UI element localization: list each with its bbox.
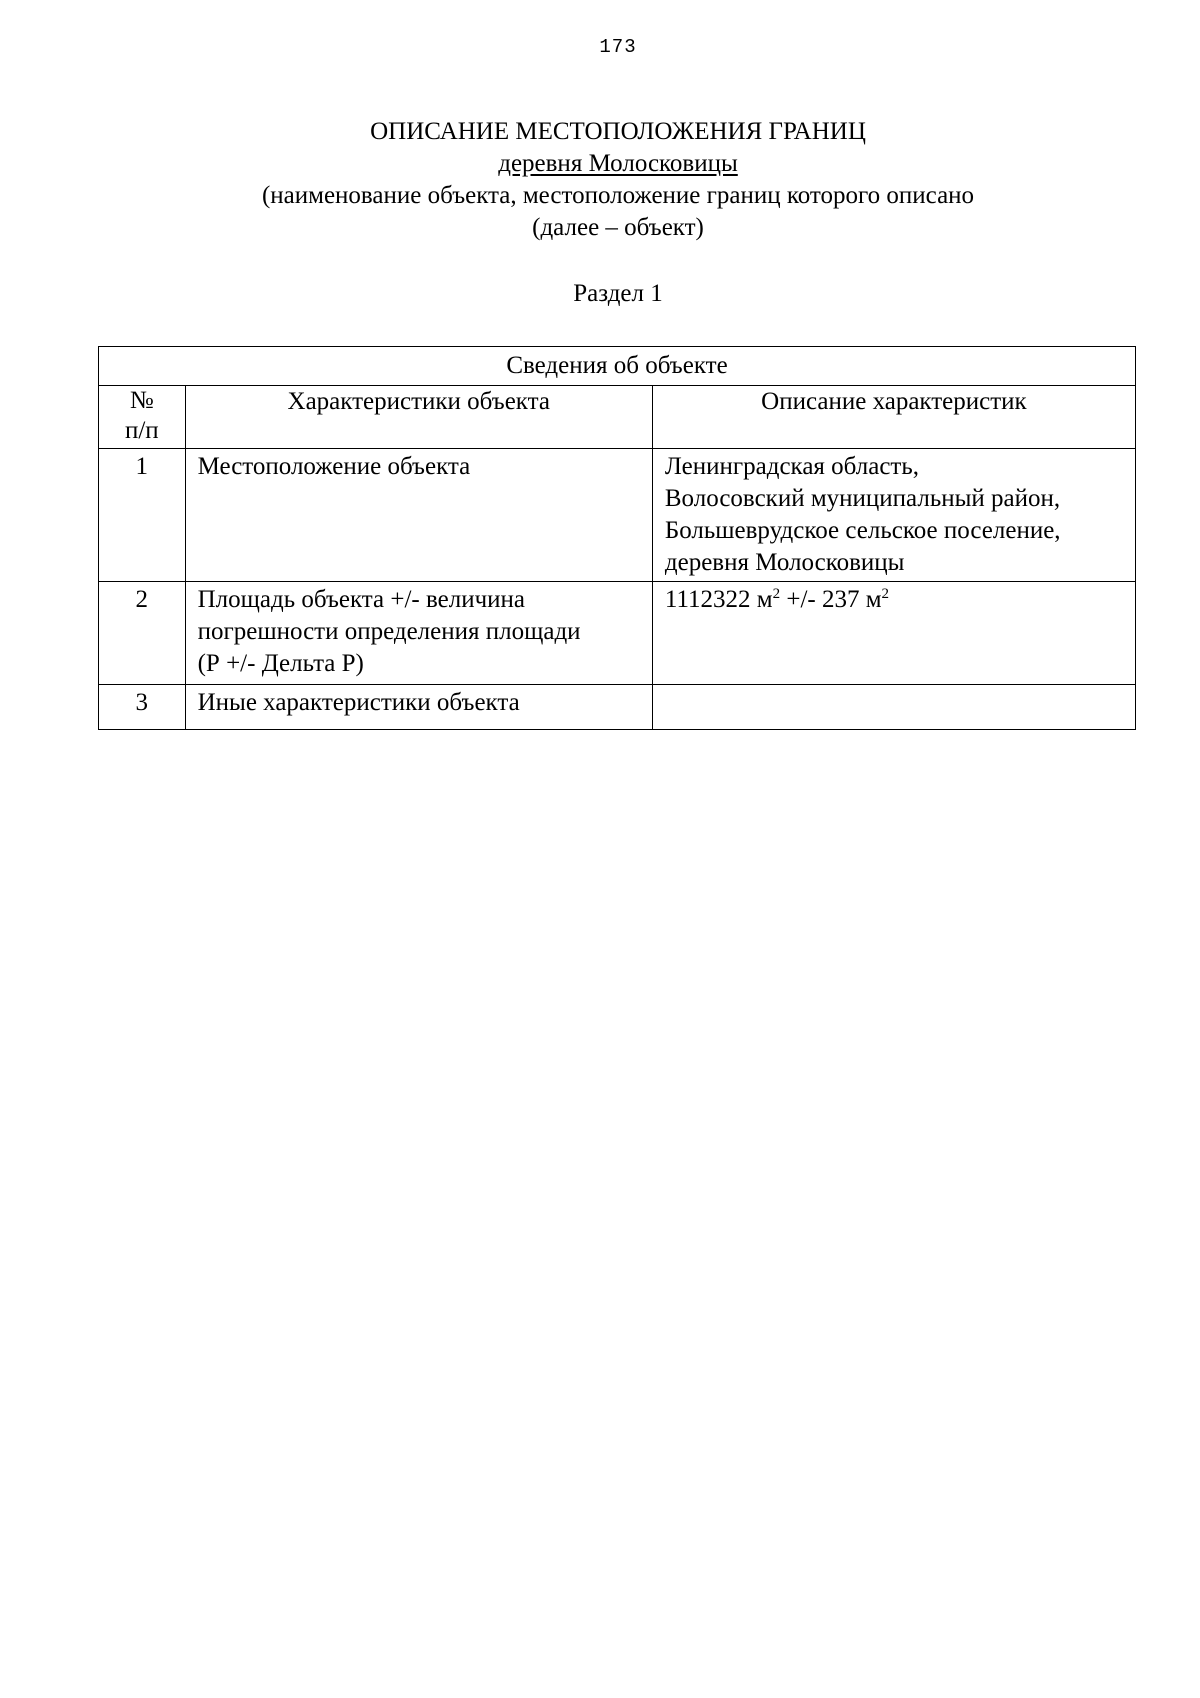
- description-line: Волосовский муниципальный район,: [664, 485, 1061, 512]
- table-caption-row: [99, 347, 1136, 386]
- row-characteristic: [185, 582, 652, 685]
- characteristic-line: погрешности определения площади: [197, 618, 581, 645]
- row-description: [652, 685, 1135, 730]
- area-tolerance-sup: 2: [881, 586, 890, 602]
- description-line: деревня Молосковицы: [664, 549, 905, 576]
- area-value: 1112322 м: [664, 586, 773, 613]
- table-row: [99, 685, 1136, 730]
- row-num: 2: [99, 582, 186, 685]
- object-note-line2: (далее – объект): [532, 214, 704, 241]
- object-info-table: [98, 346, 1136, 730]
- header-num: [99, 386, 186, 449]
- characteristic-line: Площадь объекта +/- величина: [197, 586, 526, 613]
- area-tolerance: +/- 237 м: [780, 586, 882, 613]
- section-label: Раздел 1: [573, 280, 663, 307]
- table-header-row: [99, 386, 1136, 449]
- document-header: [0, 116, 1200, 244]
- page-number: 173: [599, 36, 637, 58]
- description-line: Большеврудское сельское поселение,: [664, 517, 1061, 544]
- header-characteristic: Характеристики объекта: [185, 386, 652, 449]
- document-title: ОПИСАНИЕ МЕСТОПОЛОЖЕНИЯ ГРАНИЦ: [370, 118, 866, 145]
- row-description: [652, 582, 1135, 685]
- table-caption: Сведения об объекте: [99, 347, 1136, 386]
- description-line: Ленинградская область,: [664, 453, 920, 480]
- header-num-line1: №: [129, 387, 154, 414]
- table-row: [99, 582, 1136, 685]
- row-num: 3: [99, 685, 186, 730]
- row-characteristic: Местоположение объекта: [185, 449, 652, 582]
- header-description: Описание характеристик: [652, 386, 1135, 449]
- object-note-line1: (наименование объекта, местоположение границ которого описано: [261, 182, 975, 209]
- characteristic-line: (Р +/- Дельта Р): [197, 650, 364, 677]
- table-row: [99, 449, 1136, 582]
- area-unit-sup: 2: [772, 586, 781, 602]
- row-characteristic: Иные характеристики объекта: [185, 685, 652, 730]
- row-num: 1: [99, 449, 186, 582]
- object-name: деревня Молосковицы: [498, 150, 738, 177]
- row-description: [652, 449, 1135, 582]
- header-num-line2: п/п: [124, 417, 159, 444]
